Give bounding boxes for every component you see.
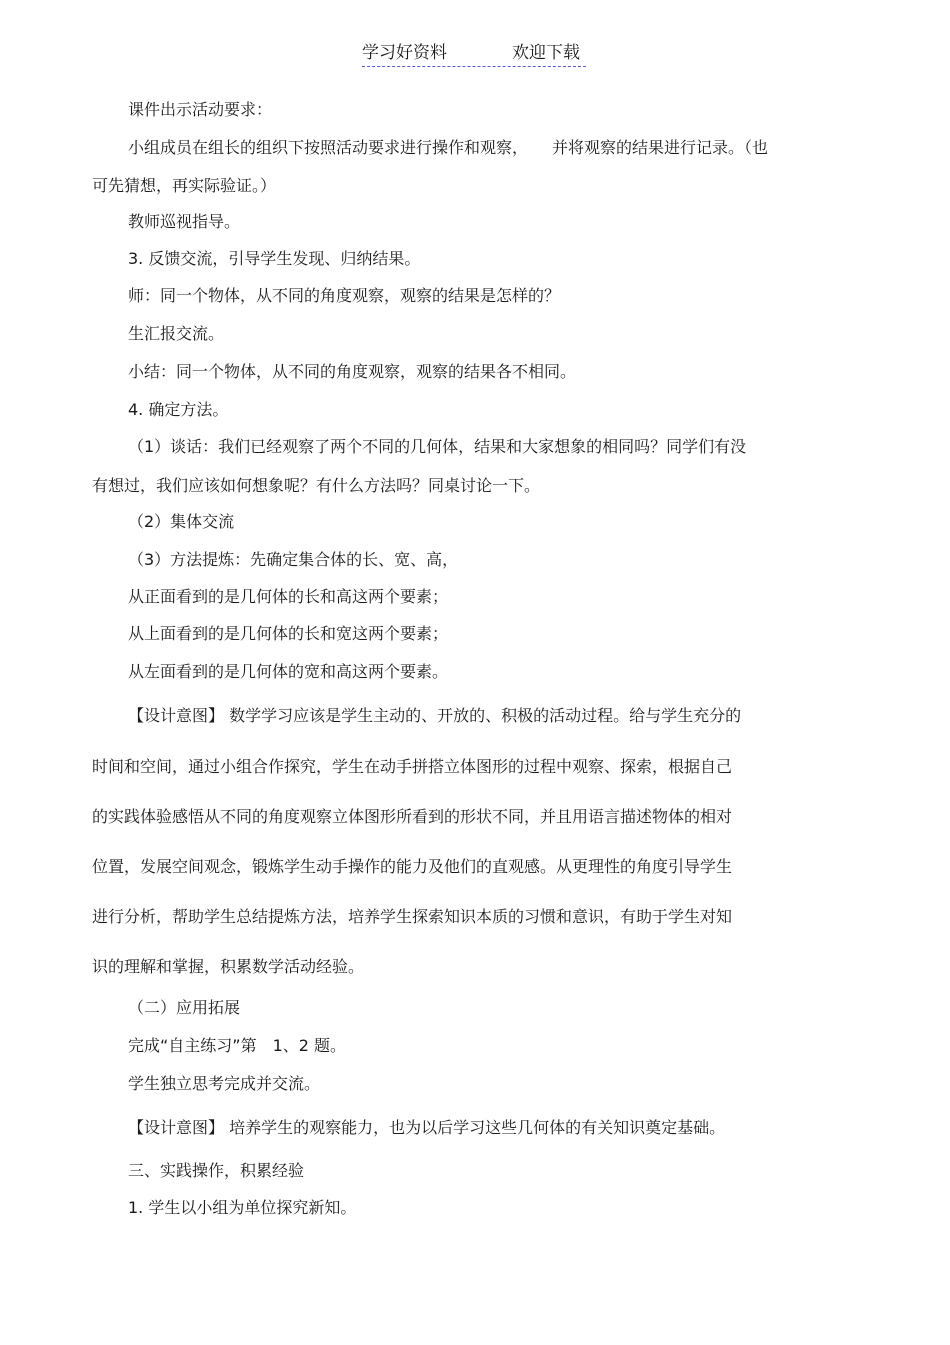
paragraph-line: （3）方法提炼：先确定集合体的长、宽、高， bbox=[128, 550, 459, 569]
paragraph-line: 从左面看到的是几何体的宽和高这两个要素。 bbox=[128, 662, 449, 681]
header-left-text: 学习好资料 bbox=[362, 43, 447, 63]
paragraph-line: 学生独立思考完成并交流。 bbox=[128, 1074, 321, 1093]
paragraph-line: 【设计意图】 数学学习应该是学生主动的、开放的、积极的活动过程。给与学生充分的 bbox=[128, 706, 742, 725]
paragraph-line: 从上面看到的是几何体的长和宽这两个要素； bbox=[128, 624, 449, 643]
paragraph-line: （1）谈话：我们已经观察了两个不同的几何体，结果和大家想象的相同吗？同学们有没 bbox=[128, 437, 747, 456]
paragraph-line: 时间和空间，通过小组合作探究，学生在动手拼搭立体图形的过程中观察、探索，根据自己 bbox=[92, 757, 733, 776]
paragraph-line: 1. 学生以小组为单位探究新知。 bbox=[128, 1198, 357, 1217]
paragraph-line: 从正面看到的是几何体的长和高这两个要素； bbox=[128, 587, 449, 606]
paragraph-line: 可先猜想，再实际验证。） bbox=[92, 176, 277, 195]
header-right-text: 欢迎下载 bbox=[512, 43, 580, 63]
paragraph-line: 位置，发展空间观念，锻炼学生动手操作的能力及他们的直观感。从更理性的角度引导学生 bbox=[92, 857, 733, 876]
paragraph-line: 进行分析，帮助学生总结提炼方法，培养学生探索知识本质的习惯和意识，有助于学生对知 bbox=[92, 907, 733, 926]
section-heading: （二）应用拓展 bbox=[128, 998, 241, 1017]
paragraph-line: 完成“自主练习”第 1、2 题。 bbox=[128, 1036, 347, 1055]
paragraph-line: 3. 反馈交流，引导学生发现、归纳结果。 bbox=[128, 249, 421, 268]
paragraph-line: 教师巡视指导。 bbox=[128, 212, 241, 231]
paragraph-line: 小组成员在组长的组织下按照活动要求进行操作和观察， 并将观察的结果进行记录。（也 bbox=[128, 138, 769, 157]
paragraph-line: 小结：同一个物体，从不同的角度观察，观察的结果各不相同。 bbox=[128, 362, 577, 381]
paragraph-line: 【设计意图】 培养学生的观察能力，也为以后学习这些几何体的有关知识奠定基础。 bbox=[128, 1118, 726, 1137]
paragraph-line: 识的理解和掌握，积累数学活动经验。 bbox=[92, 957, 365, 976]
paragraph-line: 的实践体验感悟从不同的角度观察立体图形所看到的形状不同，并且用语言描述物体的相对 bbox=[92, 807, 733, 826]
paragraph-line: 4. 确定方法。 bbox=[128, 400, 229, 419]
paragraph-line: 有想过，我们应该如何想象呢？有什么方法吗？同桌讨论一下。 bbox=[92, 476, 541, 495]
page-header bbox=[362, 40, 586, 67]
paragraph-line: 师：同一个物体，从不同的角度观察，观察的结果是怎样的？ bbox=[128, 286, 561, 305]
paragraph-line: 课件出示活动要求： bbox=[128, 100, 273, 119]
paragraph-line: 生汇报交流。 bbox=[128, 324, 225, 343]
section-heading: 三、实践操作，积累经验 bbox=[128, 1161, 305, 1180]
paragraph-line: （2）集体交流 bbox=[128, 512, 235, 531]
